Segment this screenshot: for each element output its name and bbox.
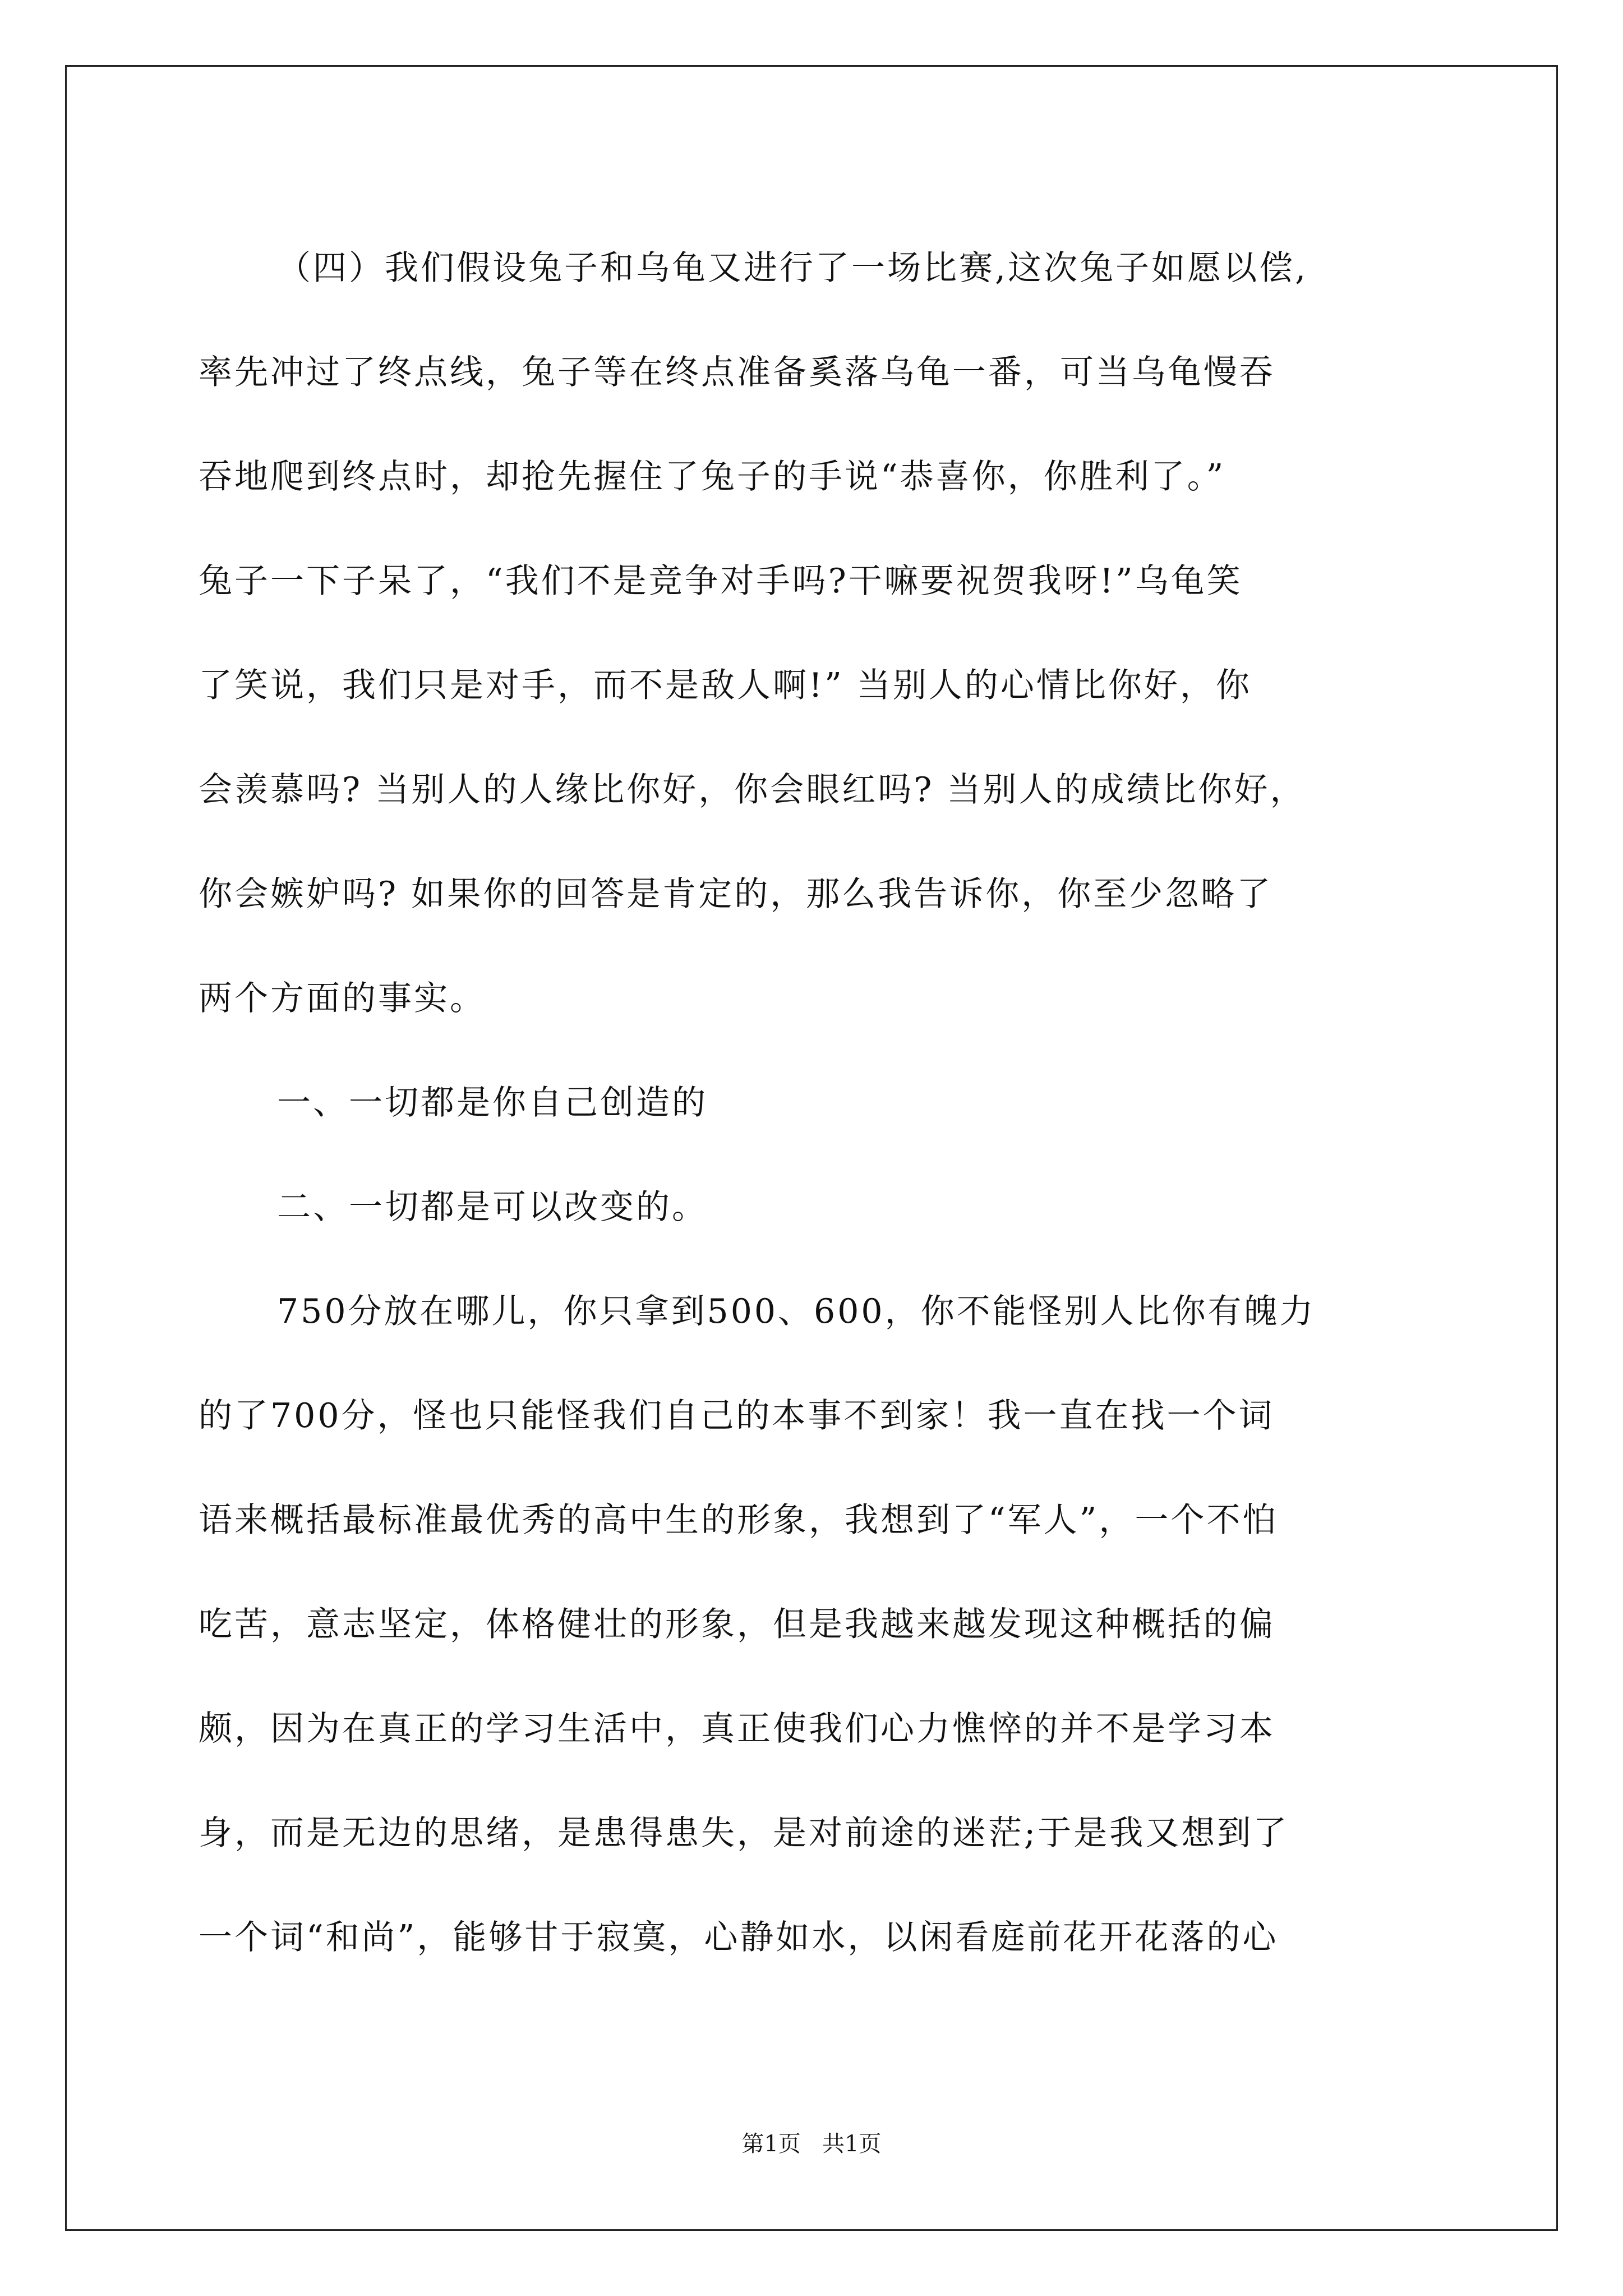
text-line: 兔子一下子呆了，“我们不是竞争对手吗?干嘛要祝贺我呀!”乌龟笑	[199, 562, 1243, 601]
list-item: 二、一切都是可以改变的。	[277, 1188, 708, 1227]
text-line: 身，而是无边的思绪，是患得患失，是对前途的迷茫;于是我又想到了	[199, 1814, 1289, 1853]
text-line: 了笑说，我们只是对手，而不是敌人啊!” 当别人的心情比你好，你	[199, 666, 1252, 705]
text-line: 吞地爬到终点时，却抢先握住了兔子的手说“恭喜你，你胜利了。”	[199, 457, 1226, 496]
text-line: 两个方面的事实。	[199, 979, 486, 1018]
page-number-footer: 第1页 共1页	[741, 2131, 882, 2157]
text-line: （四）我们假设兔子和乌龟又进行了一场比赛,这次兔子如愿以偿,	[277, 249, 1308, 288]
text-line: 750分放在哪儿，你只拿到500、600，你不能怪别人比你有魄力	[277, 1292, 1316, 1331]
text-line: 颇，因为在真正的学习生活中，真正使我们心力憔悴的并不是学习本	[199, 1709, 1275, 1749]
text-line: 率先冲过了终点线，兔子等在终点准备奚落乌龟一番，可当乌龟慢吞	[199, 353, 1275, 392]
text-line: 语来概括最标准最优秀的高中生的形象，我想到了“军人”，一个不怕	[199, 1501, 1279, 1540]
list-item: 一、一切都是你自己创造的	[277, 1083, 708, 1122]
text-line: 你会嫉妒吗? 如果你的回答是肯定的，那么我告诉你，你至少忽略了	[199, 875, 1273, 914]
text-line: 的了700分，怪也只能怪我们自己的本事不到家！我一直在找一个词	[199, 1396, 1275, 1435]
text-line: 会羡慕吗? 当别人的人缘比你好，你会眼红吗? 当别人的成绩比你好，	[199, 770, 1306, 809]
text-line: 吃苦，意志坚定，体格健壮的形象，但是我越来越发现这种概括的偏	[199, 1605, 1275, 1644]
text-line: 一个词“和尚”，能够甘于寂寞，心静如水，以闲看庭前花开花落的心	[199, 1918, 1279, 1957]
